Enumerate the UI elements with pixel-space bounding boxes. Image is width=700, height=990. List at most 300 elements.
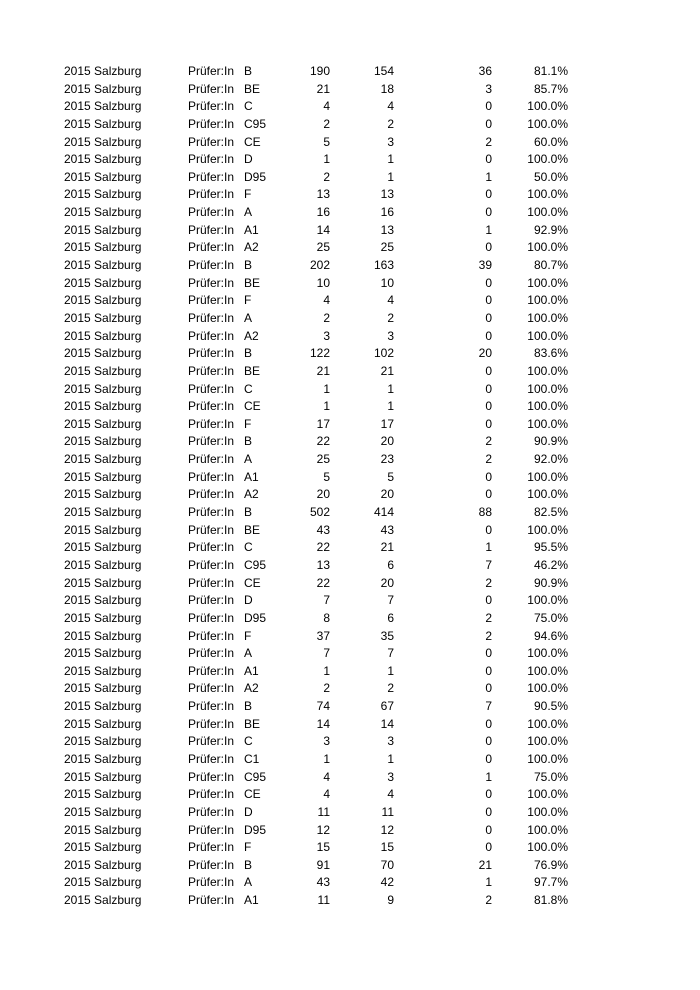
cell-year-region: 2015 Salzburg [64, 187, 142, 202]
data-table [0, 63, 700, 910]
cell-year-region: 2015 Salzburg [64, 275, 142, 290]
cell-license-class: CE [244, 787, 261, 802]
cell-role: Prüfer:In [188, 416, 235, 431]
cell-total: 12 [316, 822, 330, 837]
cell-license-class: F [244, 840, 252, 855]
cell-year-region: 2015 Salzburg [64, 840, 142, 855]
cell-total: 43 [316, 875, 330, 890]
cell-passed: 1 [387, 399, 394, 414]
cell-pass-rate: 81.1% [533, 64, 568, 78]
cell-pass-rate: 100.0% [527, 363, 568, 378]
cell-license-class: A1 [244, 222, 259, 237]
cell-pass-rate: 60.0% [533, 134, 568, 149]
cell-year-region: 2015 Salzburg [64, 593, 142, 608]
table-row [0, 239, 700, 257]
cell-passed: 14 [380, 716, 394, 731]
cell-pass-rate: 85.7% [533, 81, 568, 96]
cell-pass-rate: 50.0% [533, 169, 568, 184]
cell-role: Prüfer:In [188, 205, 235, 220]
cell-passed: 20 [380, 575, 394, 590]
cell-license-class: F [244, 628, 252, 643]
table-row [0, 63, 700, 81]
cell-total: 1 [323, 399, 330, 414]
table-row [0, 451, 700, 469]
cell-pass-rate: 92.0% [533, 452, 568, 467]
cell-license-class: A [244, 646, 253, 661]
table-row [0, 257, 700, 275]
cell-failed: 0 [485, 116, 492, 131]
cell-passed: 3 [387, 328, 394, 343]
cell-failed: 0 [485, 663, 492, 678]
cell-role: Prüfer:In [188, 734, 235, 749]
cell-total: 190 [309, 64, 330, 78]
cell-passed: 12 [380, 822, 394, 837]
cell-passed: 163 [373, 258, 394, 273]
cell-role: Prüfer:In [188, 769, 235, 784]
cell-year-region: 2015 Salzburg [64, 328, 142, 343]
cell-year-region: 2015 Salzburg [64, 381, 142, 396]
cell-pass-rate: 100.0% [527, 416, 568, 431]
table-row [0, 98, 700, 116]
cell-license-class: C [244, 540, 253, 555]
cell-total: 202 [309, 258, 330, 273]
table-row [0, 416, 700, 434]
table-row [0, 186, 700, 204]
cell-year-region: 2015 Salzburg [64, 663, 142, 678]
cell-failed: 0 [485, 716, 492, 731]
cell-total: 5 [323, 134, 330, 149]
cell-role: Prüfer:In [188, 646, 235, 661]
cell-pass-rate: 94.6% [533, 628, 568, 643]
cell-total: 122 [309, 346, 330, 361]
cell-year-region: 2015 Salzburg [64, 769, 142, 784]
table-row [0, 169, 700, 187]
cell-license-class: C95 [244, 116, 267, 131]
table-row [0, 345, 700, 363]
cell-pass-rate: 100.0% [527, 205, 568, 220]
cell-passed: 6 [387, 557, 394, 572]
cell-total: 13 [316, 557, 330, 572]
cell-total: 20 [316, 487, 330, 502]
cell-role: Prüfer:In [188, 399, 235, 414]
cell-pass-rate: 76.9% [533, 857, 568, 872]
cell-failed: 3 [485, 81, 492, 96]
cell-failed: 0 [485, 399, 492, 414]
table-row [0, 328, 700, 346]
cell-pass-rate: 83.6% [533, 346, 568, 361]
cell-pass-rate: 100.0% [527, 116, 568, 131]
cell-year-region: 2015 Salzburg [64, 469, 142, 484]
table-row [0, 575, 700, 593]
cell-passed: 21 [380, 540, 394, 555]
cell-total: 43 [316, 522, 330, 537]
cell-total: 3 [323, 734, 330, 749]
cell-pass-rate: 75.0% [533, 610, 568, 625]
cell-role: Prüfer:In [188, 134, 235, 149]
cell-total: 7 [323, 593, 330, 608]
table-row [0, 857, 700, 875]
cell-role: Prüfer:In [188, 363, 235, 378]
cell-license-class: A1 [244, 469, 259, 484]
cell-passed: 1 [387, 751, 394, 766]
cell-year-region: 2015 Salzburg [64, 363, 142, 378]
cell-total: 11 [317, 893, 330, 908]
cell-license-class: BE [244, 81, 261, 96]
table-row [0, 892, 700, 910]
cell-pass-rate: 100.0% [527, 240, 568, 255]
cell-license-class: D95 [244, 822, 267, 837]
cell-license-class: B [244, 64, 253, 78]
cell-failed: 0 [485, 734, 492, 749]
cell-year-region: 2015 Salzburg [64, 857, 142, 872]
cell-passed: 13 [380, 222, 394, 237]
cell-role: Prüfer:In [188, 487, 235, 502]
table-row [0, 698, 700, 716]
cell-license-class: CE [244, 134, 261, 149]
cell-passed: 21 [380, 363, 394, 378]
cell-license-class: C95 [244, 557, 267, 572]
cell-failed: 0 [485, 840, 492, 855]
cell-passed: 20 [380, 487, 394, 502]
cell-total: 3 [323, 328, 330, 343]
table-row [0, 874, 700, 892]
cell-license-class: A [244, 452, 253, 467]
cell-total: 4 [323, 787, 330, 802]
cell-pass-rate: 95.5% [533, 540, 568, 555]
cell-pass-rate: 100.0% [527, 275, 568, 290]
table-row [0, 310, 700, 328]
cell-failed: 0 [485, 787, 492, 802]
cell-total: 16 [316, 205, 330, 220]
cell-total: 25 [316, 452, 330, 467]
cell-pass-rate: 100.0% [527, 646, 568, 661]
cell-pass-rate: 100.0% [527, 663, 568, 678]
cell-pass-rate: 100.0% [527, 293, 568, 308]
cell-year-region: 2015 Salzburg [64, 258, 142, 273]
cell-year-region: 2015 Salzburg [64, 116, 142, 131]
cell-role: Prüfer:In [188, 152, 235, 167]
cell-role: Prüfer:In [188, 663, 235, 678]
cell-failed: 0 [485, 646, 492, 661]
cell-year-region: 2015 Salzburg [64, 399, 142, 414]
cell-passed: 6 [387, 610, 394, 625]
cell-failed: 0 [485, 593, 492, 608]
cell-year-region: 2015 Salzburg [64, 787, 142, 802]
cell-passed: 9 [387, 893, 394, 908]
cell-pass-rate: 97.7% [533, 875, 568, 890]
cell-year-region: 2015 Salzburg [64, 293, 142, 308]
cell-role: Prüfer:In [188, 434, 235, 449]
cell-total: 1 [323, 751, 330, 766]
cell-passed: 10 [380, 275, 394, 290]
cell-role: Prüfer:In [188, 275, 235, 290]
cell-year-region: 2015 Salzburg [64, 646, 142, 661]
cell-passed: 154 [373, 64, 394, 78]
cell-role: Prüfer:In [188, 222, 235, 237]
cell-failed: 2 [485, 434, 492, 449]
cell-license-class: D95 [244, 610, 267, 625]
cell-role: Prüfer:In [188, 381, 235, 396]
table-row [0, 204, 700, 222]
cell-pass-rate: 75.0% [533, 769, 568, 784]
cell-passed: 20 [380, 434, 394, 449]
cell-role: Prüfer:In [188, 64, 235, 78]
table-row [0, 716, 700, 734]
cell-passed: 16 [380, 205, 394, 220]
cell-failed: 0 [485, 822, 492, 837]
cell-total: 17 [316, 416, 330, 431]
cell-failed: 0 [485, 487, 492, 502]
cell-role: Prüfer:In [188, 293, 235, 308]
table-row [0, 822, 700, 840]
cell-pass-rate: 100.0% [527, 787, 568, 802]
cell-license-class: A1 [244, 663, 259, 678]
cell-pass-rate: 100.0% [527, 734, 568, 749]
cell-license-class: C [244, 381, 253, 396]
cell-year-region: 2015 Salzburg [64, 434, 142, 449]
cell-failed: 0 [485, 187, 492, 202]
cell-year-region: 2015 Salzburg [64, 81, 142, 96]
cell-year-region: 2015 Salzburg [64, 346, 142, 361]
cell-passed: 1 [387, 169, 394, 184]
cell-passed: 2 [387, 681, 394, 696]
cell-role: Prüfer:In [188, 857, 235, 872]
cell-pass-rate: 100.0% [527, 469, 568, 484]
table-row [0, 81, 700, 99]
cell-failed: 0 [485, 469, 492, 484]
cell-pass-rate: 100.0% [527, 399, 568, 414]
cell-total: 4 [323, 99, 330, 114]
cell-pass-rate: 100.0% [527, 152, 568, 167]
cell-role: Prüfer:In [188, 258, 235, 273]
cell-pass-rate: 100.0% [527, 822, 568, 837]
table-row [0, 786, 700, 804]
cell-role: Prüfer:In [188, 328, 235, 343]
cell-year-region: 2015 Salzburg [64, 310, 142, 325]
cell-passed: 4 [387, 787, 394, 802]
cell-year-region: 2015 Salzburg [64, 751, 142, 766]
cell-total: 22 [316, 575, 330, 590]
cell-license-class: D [244, 593, 253, 608]
cell-passed: 15 [380, 840, 394, 855]
cell-passed: 67 [380, 699, 394, 714]
cell-role: Prüfer:In [188, 751, 235, 766]
cell-role: Prüfer:In [188, 628, 235, 643]
cell-license-class: A1 [244, 893, 259, 908]
cell-pass-rate: 100.0% [527, 840, 568, 855]
cell-pass-rate: 81.8% [533, 893, 568, 908]
cell-total: 4 [323, 769, 330, 784]
cell-license-class: BE [244, 716, 261, 731]
cell-year-region: 2015 Salzburg [64, 681, 142, 696]
cell-passed: 2 [387, 310, 394, 325]
cell-failed: 2 [485, 452, 492, 467]
cell-total: 1 [323, 152, 330, 167]
cell-license-class: F [244, 416, 252, 431]
cell-role: Prüfer:In [188, 893, 235, 908]
cell-pass-rate: 100.0% [527, 751, 568, 766]
table-row [0, 222, 700, 240]
cell-failed: 0 [485, 205, 492, 220]
cell-passed: 18 [380, 81, 394, 96]
cell-role: Prüfer:In [188, 681, 235, 696]
cell-license-class: F [244, 187, 252, 202]
cell-passed: 70 [380, 857, 394, 872]
cell-year-region: 2015 Salzburg [64, 893, 142, 908]
cell-license-class: B [244, 505, 253, 520]
cell-passed: 11 [381, 804, 394, 819]
cell-failed: 0 [485, 240, 492, 255]
cell-failed: 0 [485, 152, 492, 167]
table-row [0, 769, 700, 787]
cell-failed: 0 [485, 363, 492, 378]
cell-pass-rate: 90.9% [533, 434, 568, 449]
cell-passed: 414 [373, 505, 394, 520]
cell-year-region: 2015 Salzburg [64, 540, 142, 555]
cell-role: Prüfer:In [188, 610, 235, 625]
cell-year-region: 2015 Salzburg [64, 416, 142, 431]
cell-failed: 0 [485, 275, 492, 290]
cell-passed: 4 [387, 293, 394, 308]
cell-license-class: A [244, 310, 253, 325]
cell-year-region: 2015 Salzburg [64, 205, 142, 220]
cell-pass-rate: 100.0% [527, 99, 568, 114]
cell-license-class: B [244, 699, 253, 714]
cell-failed: 2 [485, 893, 492, 908]
table-row [0, 469, 700, 487]
cell-failed: 0 [485, 681, 492, 696]
cell-passed: 42 [380, 875, 394, 890]
cell-pass-rate: 100.0% [527, 681, 568, 696]
cell-pass-rate: 92.9% [533, 222, 568, 237]
cell-role: Prüfer:In [188, 346, 235, 361]
cell-license-class: C95 [244, 769, 267, 784]
cell-passed: 1 [387, 663, 394, 678]
cell-failed: 7 [485, 557, 492, 572]
cell-failed: 1 [485, 540, 492, 555]
cell-total: 1 [323, 663, 330, 678]
cell-pass-rate: 46.2% [533, 557, 568, 572]
cell-license-class: B [244, 857, 253, 872]
table-row [0, 381, 700, 399]
cell-license-class: A2 [244, 681, 259, 696]
cell-license-class: A2 [244, 240, 259, 255]
cell-failed: 0 [485, 522, 492, 537]
cell-year-region: 2015 Salzburg [64, 505, 142, 520]
cell-passed: 102 [373, 346, 394, 361]
cell-failed: 0 [485, 751, 492, 766]
cell-total: 91 [316, 857, 330, 872]
cell-role: Prüfer:In [188, 240, 235, 255]
cell-failed: 0 [485, 416, 492, 431]
cell-role: Prüfer:In [188, 787, 235, 802]
cell-pass-rate: 100.0% [527, 487, 568, 502]
cell-passed: 3 [387, 734, 394, 749]
cell-passed: 3 [387, 134, 394, 149]
cell-total: 1 [323, 381, 330, 396]
cell-license-class: D [244, 804, 253, 819]
cell-role: Prüfer:In [188, 99, 235, 114]
cell-total: 21 [316, 363, 330, 378]
cell-failed: 0 [485, 381, 492, 396]
cell-failed: 0 [485, 804, 492, 819]
cell-total: 13 [316, 187, 330, 202]
table-row [0, 292, 700, 310]
cell-total: 22 [316, 540, 330, 555]
cell-year-region: 2015 Salzburg [64, 152, 142, 167]
cell-year-region: 2015 Salzburg [64, 134, 142, 149]
cell-total: 21 [316, 81, 330, 96]
cell-passed: 2 [387, 116, 394, 131]
cell-role: Prüfer:In [188, 310, 235, 325]
cell-license-class: D [244, 152, 253, 167]
cell-pass-rate: 100.0% [527, 328, 568, 343]
cell-role: Prüfer:In [188, 452, 235, 467]
cell-license-class: B [244, 258, 253, 273]
cell-passed: 7 [387, 646, 394, 661]
cell-pass-rate: 100.0% [527, 716, 568, 731]
cell-year-region: 2015 Salzburg [64, 64, 142, 78]
cell-license-class: C [244, 734, 253, 749]
table-row [0, 839, 700, 857]
cell-total: 25 [316, 240, 330, 255]
cell-license-class: A2 [244, 487, 259, 502]
cell-year-region: 2015 Salzburg [64, 452, 142, 467]
table-row [0, 539, 700, 557]
cell-role: Prüfer:In [188, 575, 235, 590]
cell-pass-rate: 100.0% [527, 381, 568, 396]
cell-year-region: 2015 Salzburg [64, 99, 142, 114]
table-row [0, 504, 700, 522]
cell-failed: 7 [485, 699, 492, 714]
table-row [0, 151, 700, 169]
cell-pass-rate: 82.5% [533, 505, 568, 520]
cell-role: Prüfer:In [188, 81, 235, 96]
cell-total: 5 [323, 469, 330, 484]
cell-role: Prüfer:In [188, 804, 235, 819]
cell-failed: 2 [485, 134, 492, 149]
cell-passed: 25 [380, 240, 394, 255]
cell-role: Prüfer:In [188, 593, 235, 608]
cell-license-class: CE [244, 575, 261, 590]
table-row [0, 486, 700, 504]
table-row [0, 116, 700, 134]
cell-license-class: A2 [244, 328, 259, 343]
cell-year-region: 2015 Salzburg [64, 487, 142, 502]
cell-passed: 43 [380, 522, 394, 537]
cell-pass-rate: 100.0% [527, 804, 568, 819]
cell-failed: 88 [478, 505, 492, 520]
cell-total: 10 [316, 275, 330, 290]
cell-passed: 7 [387, 593, 394, 608]
table-row [0, 645, 700, 663]
cell-total: 11 [317, 804, 330, 819]
table-row [0, 522, 700, 540]
cell-year-region: 2015 Salzburg [64, 734, 142, 749]
cell-failed: 21 [478, 857, 492, 872]
cell-passed: 3 [387, 769, 394, 784]
cell-failed: 1 [485, 169, 492, 184]
cell-year-region: 2015 Salzburg [64, 222, 142, 237]
cell-pass-rate: 80.7% [533, 258, 568, 273]
table-row [0, 680, 700, 698]
cell-total: 502 [309, 505, 330, 520]
cell-year-region: 2015 Salzburg [64, 522, 142, 537]
cell-total: 2 [323, 681, 330, 696]
cell-license-class: C1 [244, 751, 260, 766]
table-row [0, 134, 700, 152]
cell-license-class: A [244, 205, 253, 220]
